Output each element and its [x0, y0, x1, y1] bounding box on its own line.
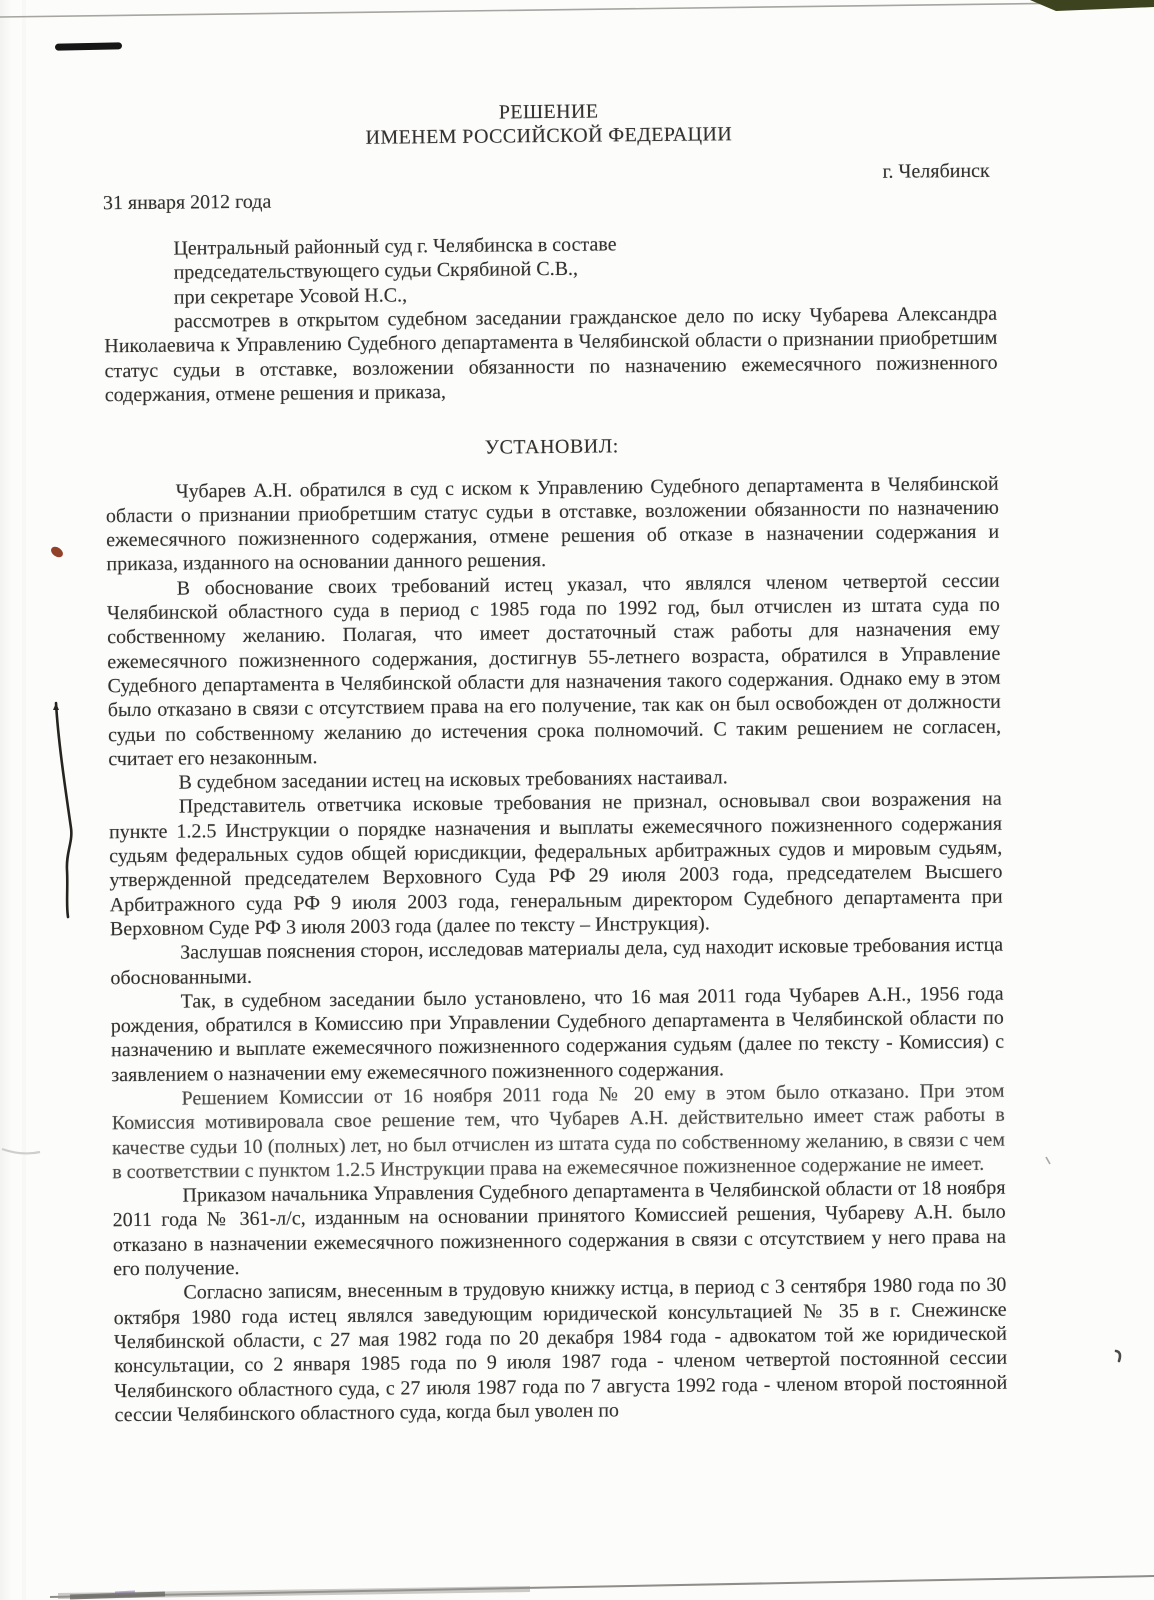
case-intro-paragraph: рассмотрев в открытом судебном заседании гражданское дело по иску Чубарева Александра Николаевича к Управлению Судебного департамента в Челябинской области о признании приобретшим статус судьи в отставке, возложении обязанности по назначению ежемесячного пожизненного содержания, отмене решения и приказа, [104, 302, 998, 407]
vertical-scan-crease [22, 0, 26, 1600]
paragraph: Представитель ответчика исковые требования не признал, основывал свои возражения на пункте 1.2.5 Инструкции о порядке назначения и выплаты ежемесячного пожизненного содержания судьям федеральных судов общей юрисдикции, федеральных арбитражных судов и мировым судьям, утвержденной председателем Верховного Суда РФ 29 июля 2003 года, председателем Высшего Арбитражного суда РФ 9 июля 2003 года, генеральным директором Судебного департамента при Верховном Суде РФ 3 июля 2003 года (далее по тексту – Инструкция). [108, 788, 1003, 941]
scan-corner-artifact [1030, 0, 1154, 11]
paragraph: Приказом начальника Управления Судебного департамента в Челябинской области от 18 ноября 2011 года № 361-л/с, изданным на основании принятого Комиссией решения, Чубареву А.Н. было отказано в назначении ежемесячного пожизненного содержания в связи с отсутствием у него права на его получение. [112, 1176, 1007, 1281]
page-bottom-edge-line [50, 1576, 1154, 1597]
bottom-edge-shadow [58, 1589, 530, 1596]
ink-stain [49, 545, 65, 560]
decision-date: 31 января 2012 года [102, 190, 272, 215]
court-composition-line: председательствующего судьи Скрябиной С.В., [173, 258, 579, 285]
scan-smudge [2, 1149, 40, 1153]
bottom-edge-tint [115, 1592, 135, 1593]
decision-title: РЕШЕНИЕ [498, 100, 599, 124]
decision-subtitle: ИМЕНЕМ РОССИЙСКОЙ ФЕДЕРАЦИИ [365, 123, 733, 150]
court-composition-line: Центральный районный суд г. Челябинска в составе [173, 233, 617, 260]
fold-crease-line [56, 703, 71, 917]
document-body [102, 96, 1008, 1428]
paragraph: Согласно записям, внесенным в трудовую книжку истца, в период с 3 сентября 1980 года по 30 октября 1980 года истец являлся заведующим юридической консультацией № 35 в г. Снежинске Челябинской области, с 27 мая 1982 года по 20 декабря 1984 года - адвокатом той же юридической консультации, со 2 января 1985 года по 9 июля 1987 года - членом четвертой постоянной сессии Челябинского областного суда, с 27 июля 1987 года по 7 августа 1992 года - членом второй постоянной сессии Челябинского областного суда, когда был уволен по [113, 1274, 1008, 1427]
court-composition [103, 229, 997, 310]
section-heading: УСТАНОВИЛ: [484, 435, 619, 459]
paragraph: Решением Комиссии от 16 ноября 2011 года № 20 ему в этом было отказано. При этом Комиссия мотивировала свое решение тем, что Чубарев А.Н. действительно имеет стаж работы в качестве судьи 10 (полных) лет, но был отчислен из штата суда по собственному желанию, в связи с чем в соответствии с пунктом 1.2.5 Инструкции права на ежемесячное пожизненное содержание не имеет. [111, 1079, 1006, 1184]
stray-mark [1116, 1351, 1120, 1361]
page-top-edge-line [0, 2, 1154, 17]
decision-paragraphs [106, 471, 1008, 1427]
fold-crease-tip [53, 703, 59, 710]
stray-tick [1046, 1157, 1050, 1164]
paragraph: В обоснование своих требований истец указал, что являлся членом четвертой сессии Челябинской областного суда в период с 1985 года по 1992 год, был отчислен из штата суда по собственному желанию. Полагая, что имеет достаточный стаж работы для назначения ему ежемесячного пожизненного содержания, достигнув 55-летнего возраста, обратился в Управление Судебного департамента в Челябинской области для назначения такого содержания. Однако ему в этом было отказано в связи с отсутствием права на его получение, так как он был освобожден от должности судьи по собственному желанию до истечения срока полномочий. С таким решением не согласен, считает его незаконным. [106, 569, 1002, 771]
paragraph: Заслушав пояснения сторон, исследовав материалы дела, суд находит исковые требования истца обоснованными. [110, 933, 1004, 989]
paragraph: Так, в судебном заседании было установлено, что 16 мая 2011 года Чубарев А.Н., 1956 года рождения, обратился в Комиссию при Управлении Судебного департамента в Челябинской области по назначению и выплате ежемесячного пожизненного содержания судьям (далее по тексту - Комиссия) с заявлением о назначении ему ежемесячного пожизненного содержания. [110, 982, 1005, 1086]
court-composition-line: при секретаре Усовой Н.С., [173, 284, 408, 309]
paragraph: В судебном заседании истец на исковых требованиях настаивал. [178, 766, 728, 794]
decision-city: г. Челябинск [882, 159, 990, 183]
staple-mark [55, 42, 122, 50]
left-edge-shading [0, 0, 12, 1600]
paragraph: Чубарев А.Н. обратился в суд с иском к Управлению Судебного департамента в Челябинской области о признании приобретшим статус судьи в отставке, возложении обязанности по назначению ежемесячного пожизненного содержания, отмене решения об отказе в назначении содержания и приказа, изданного на основании данного решения. [105, 472, 1000, 576]
bottom-edge-dark-segment [70, 1594, 165, 1597]
